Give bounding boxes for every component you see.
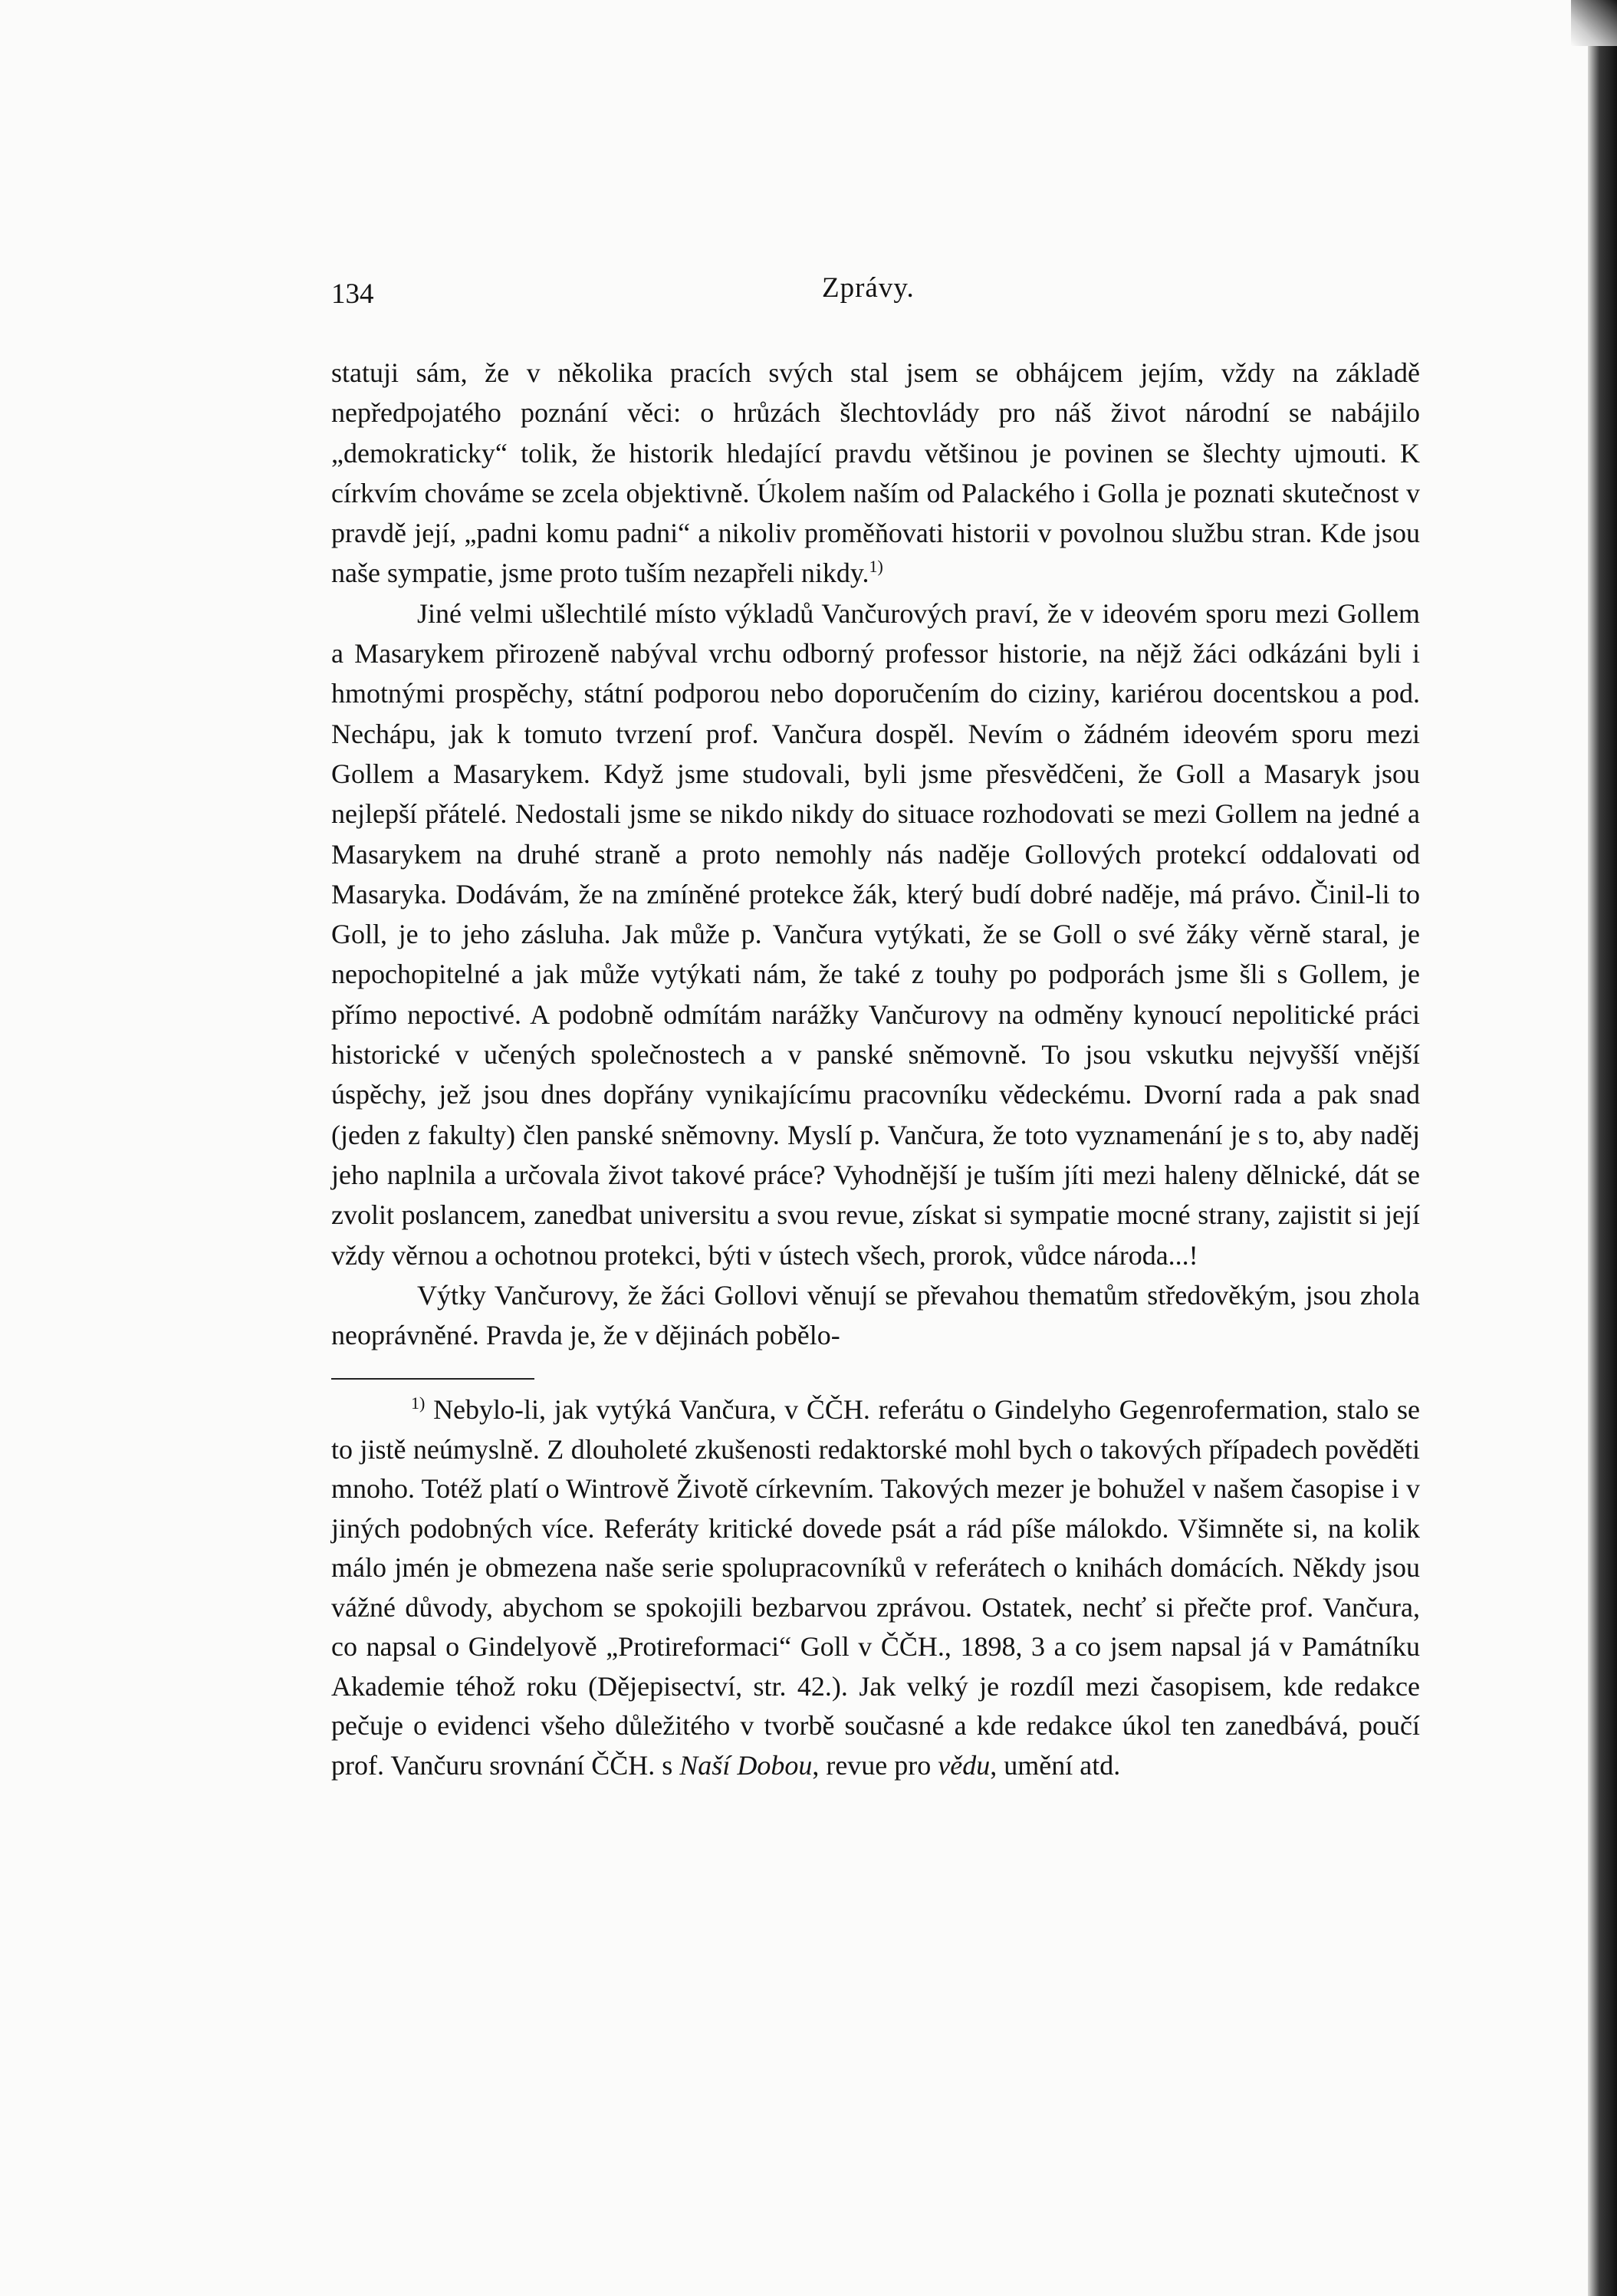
footnote-reference: 1) (869, 557, 883, 577)
paragraph-3: Výtky Vančurovy, že žáci Gollovi věnují se převahou thematům středověkým, jsou zhola neoprávněné. Pravda je, že v dějinách pobělo- (331, 1279, 1420, 1351)
section-title: Zprávy. (822, 272, 915, 304)
book-edge-shadow (1588, 31, 1617, 2296)
footnote-italic-vedu: vědu (938, 1749, 991, 1781)
paragraph-1 (331, 353, 1420, 594)
running-head (331, 264, 1420, 310)
page-number: 134 (331, 278, 374, 310)
footnote-text-part-1: Nebylo-li, jak vytýká Vančura, v ČČH. referátu o Gindelyho Gegenrofermation, stalo se to jistě neúmyslně. Z dlouholeté zkušenosti redaktorské mohl bych o takových případech pověděti mnoho. Totéž platí o Wintrově Životě církevním. Takových mezer je bohužel v našem časopise i v jiných podobných více. Referáty kritické dovede psát a rád píše málokdo. Všimněte si, na kolik málo jmén je obmezena naše serie spolupracovníků v referátech o knihách domácích. Někdy jsou vážné důvody, abychom se spokojili bezbarvou zprávou. Ostatek, nechť si přečte prof. Vančura, co napsal o Gindelyově „Protireformaci“ Goll v ČČH., 1898, 3 a co jsem napsal já v Památníku Akademie téhož roku (Dějepisectví, str. 42.). Jak velký je rozdíl mezi časopisem, kde redakce pečuje o evidenci všeho důležitého v tvorbě současné a kde redakce úkol ten zanedbává, poučí prof. Vančuru srovnání ČČH. s (331, 1394, 1421, 1781)
paragraph-2: Jiné velmi ušlechtilé místo výkladů Vančurových praví, že v ideovém sporu mezi Gollem a Masarykem přirozeně nabýval vrchu odborný professor historie, na nějž žáci odkázáni byli i hmotnými prospěchy, státní podporou nebo doporučením do ciziny, kariérou docentskou a pod. Nechápu, jak k tomuto tvrzení prof. Vančura dospěl. Nevím o žádném ideovém sporu mezi Gollem a Masarykem. Když jsme studovali, byli jsme přesvědčeni, že Goll a Masaryk jsou nejlepší přátelé. Nedostali jsme se nikdo nikdy do situace rozhodovati se mezi Gollem na jedné a Masarykem na druhé straně a proto nemohly nás naděje Gollových protekcí oddalovati od Masaryka. Dodávám, že na zmíněné protekce žák, který budí dobré naděje, má právo. Činil-li to Goll, je to jeho zásluha. Jak může p. Vančura vytýkati, že se Goll o své žáky věrně staral, je nepochopitelné a jak může vytýkati nám, že také z touhy po podporách jsme šli s Gollem, je přímo nepoctivé. A podobně odmítám narážky Vančurovy na odměny kynoucí nepolitické práci historické v učených společnostech a v panské sněmovně. To jsou vskutku nejvyšší vnější úspěchy, jež jsou dnes dopřány vynikajícímu pracovníku vědeckému. Dvorní rada a pak snad (jeden z fakulty) člen panské sněmovny. Myslí p. Vančura, že toto vyznamenání je s to, aby naděj jeho naplnila a určovala život takové práce? Vyhodnější je tuším jíti mezi haleny dělnické, dát se zvolit poslancem, zanedbat universitu a svou revue, získat si sympatie mocné strany, zajistit si její vždy věrnou a ochotnou protekci, býti v ústech všech, prorok, vůdce národa...! (331, 597, 1420, 1271)
book-corner-shadow (1571, 0, 1617, 46)
footnote-text-part-2: , revue pro (812, 1749, 932, 1781)
book-page (331, 264, 1420, 1785)
paragraph-1-text: statuji sám, že v několika pracích svých stal jsem se obhájcem jejím, vždy na základě nepředpojatého poznání věci: o hrůzách šlechtovlády pro náš život národní se nabájilo „demokraticky“ tolik, že historik hledající pravdu většinou je povinen se šlechty ujmouti. K církvím chováme se zcela objektivně. Úkolem naším od Palackého i Golla je poznati skutečnost v pravdě její, „padni komu padni“ a nikoliv proměňovati historii v povolnou službu stran. Kde jsou naše sympatie, jsme proto tuším nezapřeli nikdy. (331, 357, 1420, 589)
body-text (331, 353, 1420, 1355)
footnotes (331, 1390, 1420, 1785)
footnote-italic-nase-doba: Naší Dobou (679, 1749, 813, 1781)
footnote-marker: 1) (411, 1393, 426, 1413)
footnote-divider (331, 1378, 534, 1380)
footnote-text-part-3: , umění atd. (990, 1749, 1121, 1781)
footnote-1 (331, 1390, 1420, 1785)
